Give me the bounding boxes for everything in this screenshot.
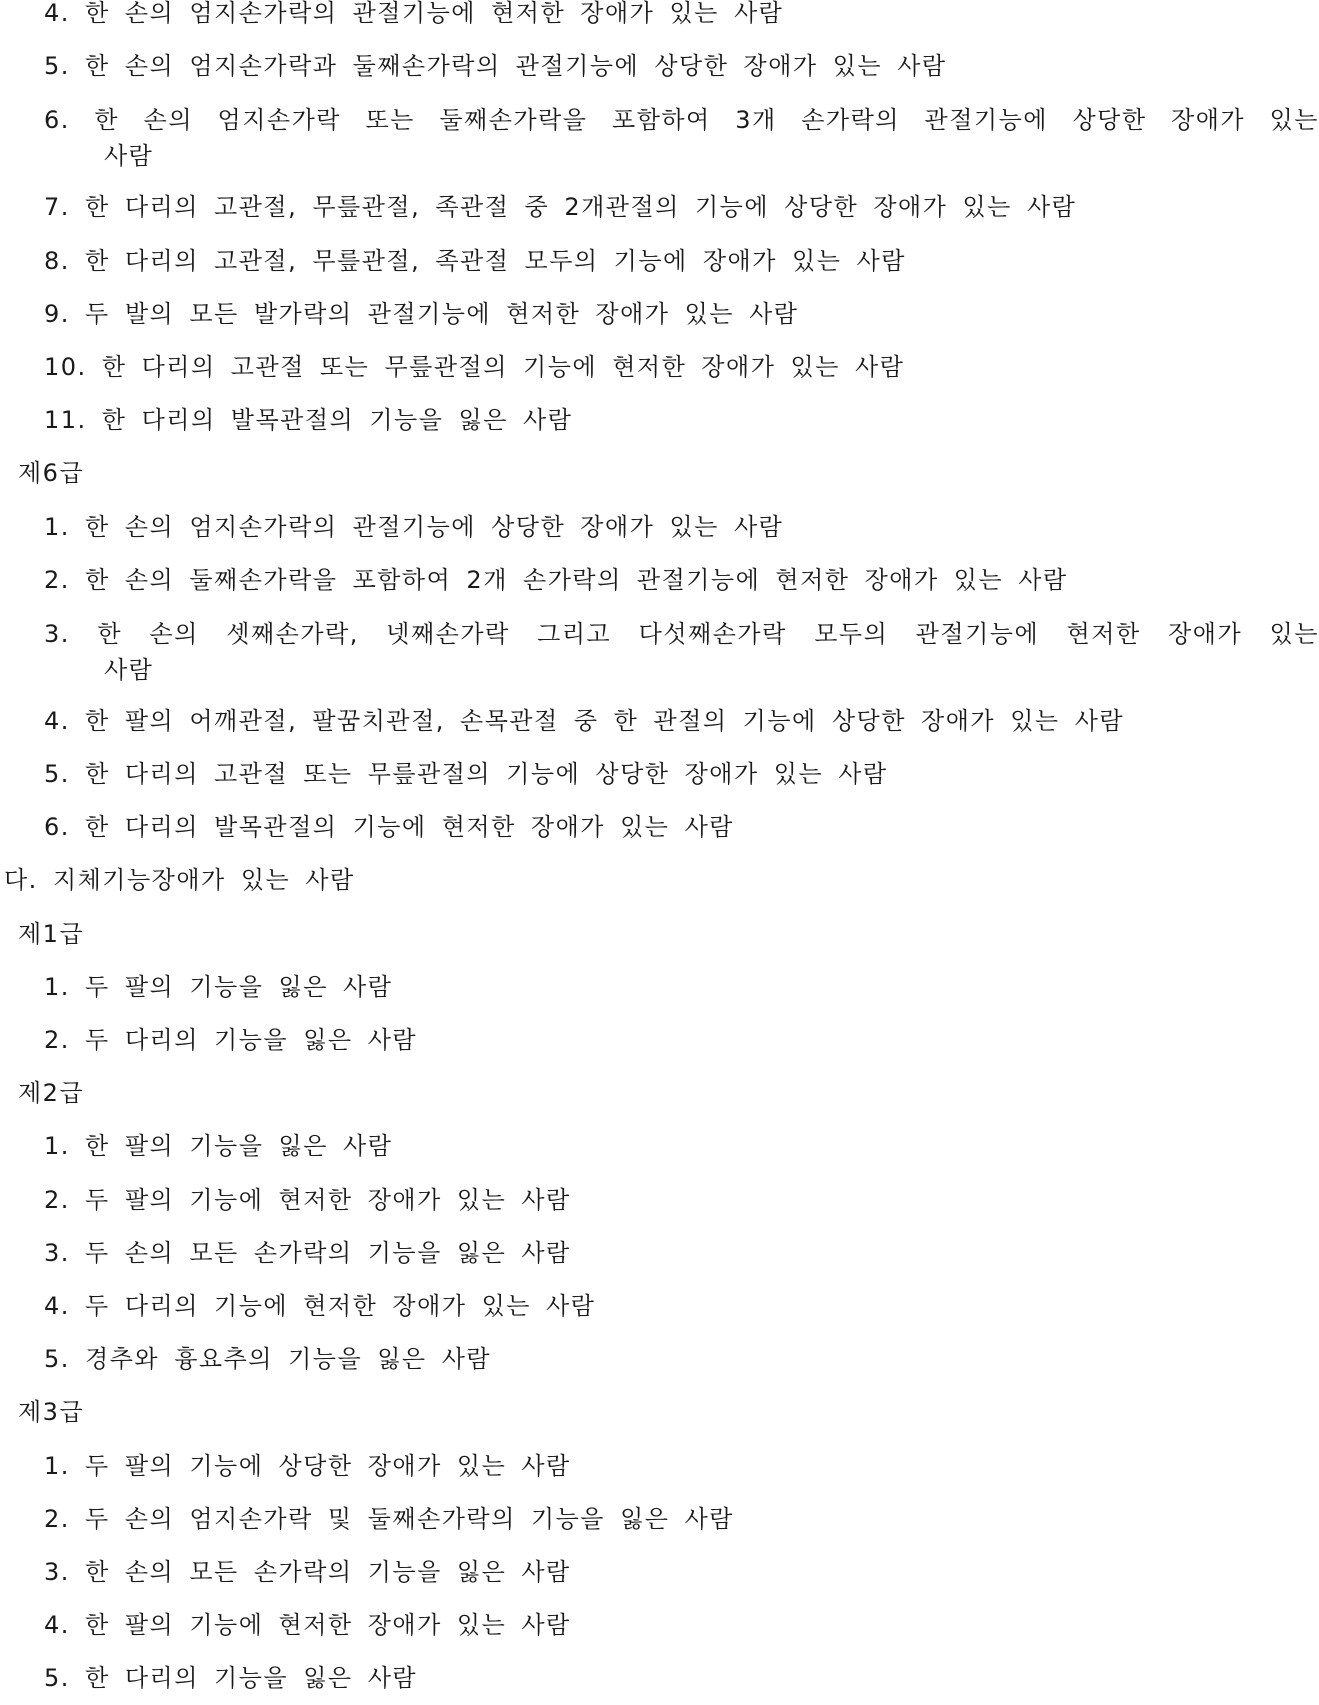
list-item: 4. 한 팔의 어깨관절, 팔꿈치관절, 손목관절 중 한 관절의 기능에 상당한 장애가 있는 사람 [44, 706, 1125, 735]
list-item: 4. 한 팔의 기능에 현저한 장애가 있는 사람 [44, 1611, 571, 1640]
grade-heading: 제3급 [18, 1398, 85, 1427]
list-item-first-line: 6. 한 손의 엄지손가락 또는 둘째손가락을 포함하여 3개 손가락의 관절기능에 상당한 장애가 있는 [44, 106, 1319, 135]
grade-heading: 제1급 [18, 919, 85, 948]
section-heading: 다. 지체기능장애가 있는 사람 [4, 866, 355, 895]
list-item: 5. 한 다리의 기능을 잃은 사람 [44, 1664, 418, 1693]
list-item-continuation: 사람 [104, 142, 154, 171]
list-item-text [44, 607, 1319, 688]
list-item: 3. 두 손의 모든 손가락의 기능을 잃은 사람 [44, 1238, 571, 1267]
list-item: 4. 한 손의 엄지손가락의 관절기능에 현저한 장애가 있는 사람 [44, 0, 784, 27]
list-item-text [44, 93, 1319, 174]
list-item-first-line: 3. 한 손의 셋째손가락, 넷째손가락 그리고 다섯째손가락 모두의 관절기능에 현저한 장애가 있는 [44, 619, 1319, 648]
list-item: 10. 한 다리의 고관절 또는 무릎관절의 기능에 현저한 장애가 있는 사람 [44, 352, 905, 381]
grade-heading: 제6급 [18, 459, 85, 488]
grade-heading: 제2급 [18, 1079, 85, 1108]
list-item: 2. 한 손의 둘째손가락을 포함하여 2개 손가락의 관절기능에 현저한 장애가 있는 사람 [44, 565, 1068, 594]
list-item: 5. 한 다리의 고관절 또는 무릎관절의 기능에 상당한 장애가 있는 사람 [44, 760, 888, 789]
list-item-continuation: 사람 [104, 655, 154, 684]
list-item: 1. 두 팔의 기능에 상당한 장애가 있는 사람 [44, 1451, 571, 1480]
list-item: 5. 한 손의 엄지손가락과 둘째손가락의 관절기능에 상당한 장애가 있는 사람 [44, 52, 947, 81]
list-item [0, 607, 1319, 695]
list-item: 5. 경추와 흉요추의 기능을 잃은 사람 [44, 1345, 492, 1374]
list-item: 1. 한 손의 엄지손가락의 관절기능에 상당한 장애가 있는 사람 [44, 512, 784, 541]
list-item: 2. 두 손의 엄지손가락 및 둘째손가락의 기능을 잃은 사람 [44, 1504, 734, 1533]
list-item: 4. 두 다리의 기능에 현저한 장애가 있는 사람 [44, 1291, 596, 1320]
list-item: 7. 한 다리의 고관절, 무릎관절, 족관절 중 2개관절의 기능에 상당한 장애가 있는 사람 [44, 193, 1077, 222]
list-item: 8. 한 다리의 고관절, 무릎관절, 족관절 모두의 기능에 장애가 있는 사람 [44, 246, 906, 275]
list-item: 1. 한 팔의 기능을 잃은 사람 [44, 1132, 393, 1161]
list-item: 6. 한 다리의 발목관절의 기능에 현저한 장애가 있는 사람 [44, 813, 734, 842]
list-item: 3. 한 손의 모든 손가락의 기능을 잃은 사람 [44, 1557, 571, 1586]
list-item [0, 93, 1319, 181]
list-item: 2. 두 다리의 기능을 잃은 사람 [44, 1026, 418, 1054]
list-item: 1. 두 팔의 기능을 잃은 사람 [44, 972, 393, 1001]
list-item: 11. 한 다리의 발목관절의 기능을 잃은 사람 [44, 406, 573, 435]
list-item: 2. 두 팔의 기능에 현저한 장애가 있는 사람 [44, 1185, 571, 1214]
list-item: 9. 두 발의 모든 발가락의 관절기능에 현저한 장애가 있는 사람 [44, 299, 799, 328]
